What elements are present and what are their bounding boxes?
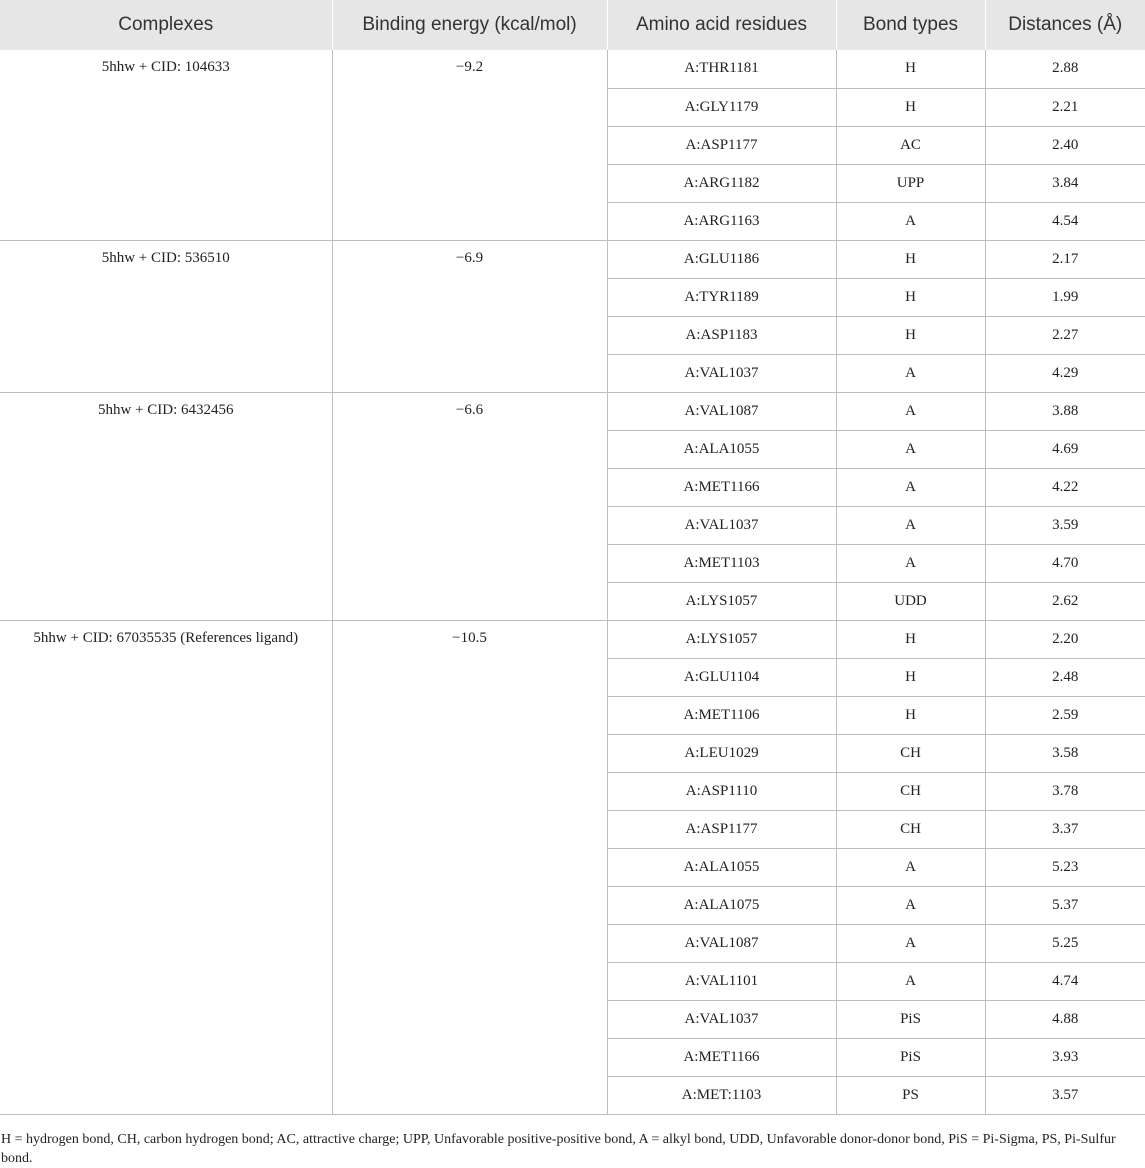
bond-type-cell: H <box>836 316 985 354</box>
distance-cell: 3.58 <box>985 734 1145 772</box>
residue-cell: A:LEU1029 <box>607 734 836 772</box>
header-binding-energy: Binding energy (kcal/mol) <box>332 0 607 50</box>
distance-cell: 2.88 <box>985 50 1145 88</box>
distance-cell: 2.20 <box>985 620 1145 658</box>
residue-cell: A:ASP1177 <box>607 126 836 164</box>
bond-type-cell: PiS <box>836 1038 985 1076</box>
distance-cell: 2.17 <box>985 240 1145 278</box>
header-complexes: Complexes <box>0 0 332 50</box>
bond-type-cell: H <box>836 620 985 658</box>
distance-cell: 2.59 <box>985 696 1145 734</box>
distance-cell: 3.84 <box>985 164 1145 202</box>
residue-cell: A:VAL1037 <box>607 354 836 392</box>
residue-cell: A:VAL1101 <box>607 962 836 1000</box>
distance-cell: 3.37 <box>985 810 1145 848</box>
binding-energy-cell: −6.6 <box>332 392 607 620</box>
bond-type-cell: A <box>836 506 985 544</box>
bond-type-cell: H <box>836 658 985 696</box>
complex-cell: 5hhw + CID: 6432456 <box>0 392 332 620</box>
distance-cell: 2.62 <box>985 582 1145 620</box>
residue-cell: A:ARG1182 <box>607 164 836 202</box>
residue-cell: A:MET1103 <box>607 544 836 582</box>
complex-cell: 5hhw + CID: 104633 <box>0 50 332 240</box>
bond-type-cell: A <box>836 430 985 468</box>
residue-cell: A:GLU1104 <box>607 658 836 696</box>
residue-cell: A:MET:1103 <box>607 1076 836 1114</box>
bond-type-cell: UDD <box>836 582 985 620</box>
table-footnote: H = hydrogen bond, CH, carbon hydrogen bond; AC, attractive charge; UPP, Unfavorable positive-positive bond, A = alkyl bond, UDD, Unfavorable donor-donor bond, PiS = Pi-Sigma, PS, Pi-Sulfur bond. <box>1 1132 1116 1166</box>
residue-cell: A:GLU1186 <box>607 240 836 278</box>
residue-cell: A:ALA1055 <box>607 848 836 886</box>
distance-cell: 4.29 <box>985 354 1145 392</box>
residue-cell: A:VAL1037 <box>607 506 836 544</box>
residue-cell: A:ASP1183 <box>607 316 836 354</box>
residue-cell: A:ALA1075 <box>607 886 836 924</box>
bond-type-cell: A <box>836 354 985 392</box>
residue-cell: A:ARG1163 <box>607 202 836 240</box>
residue-cell: A:VAL1087 <box>607 924 836 962</box>
header-bond-types: Bond types <box>836 0 985 50</box>
bond-type-cell: A <box>836 924 985 962</box>
bond-type-cell: AC <box>836 126 985 164</box>
distance-cell: 5.23 <box>985 848 1145 886</box>
distance-cell: 3.88 <box>985 392 1145 430</box>
distance-cell: 4.54 <box>985 202 1145 240</box>
distance-cell: 2.48 <box>985 658 1145 696</box>
table-body <box>0 50 1145 1114</box>
residue-cell: A:MET1106 <box>607 696 836 734</box>
residue-cell: A:MET1166 <box>607 468 836 506</box>
distance-cell: 2.27 <box>985 316 1145 354</box>
bond-type-cell: A <box>836 202 985 240</box>
distance-cell: 1.99 <box>985 278 1145 316</box>
distance-cell: 4.70 <box>985 544 1145 582</box>
distance-cell: 4.22 <box>985 468 1145 506</box>
distance-cell: 2.40 <box>985 126 1145 164</box>
distance-cell: 3.59 <box>985 506 1145 544</box>
bond-type-cell: A <box>836 468 985 506</box>
residue-cell: A:TYR1189 <box>607 278 836 316</box>
header-amino-acid-residues: Amino acid residues <box>607 0 836 50</box>
distance-cell: 4.74 <box>985 962 1145 1000</box>
residue-cell: A:ASP1110 <box>607 772 836 810</box>
bond-type-cell: PS <box>836 1076 985 1114</box>
bond-type-cell: H <box>836 278 985 316</box>
residue-cell: A:MET1166 <box>607 1038 836 1076</box>
bond-type-cell: H <box>836 50 985 88</box>
table-row <box>0 240 1145 278</box>
table-row <box>0 50 1145 88</box>
binding-energy-cell: −10.5 <box>332 620 607 1114</box>
header-row <box>0 0 1145 50</box>
binding-energy-cell: −6.9 <box>332 240 607 392</box>
distance-cell: 5.37 <box>985 886 1145 924</box>
bond-type-cell: H <box>836 88 985 126</box>
bond-type-cell: H <box>836 240 985 278</box>
distance-cell: 4.88 <box>985 1000 1145 1038</box>
residue-cell: A:GLY1179 <box>607 88 836 126</box>
complex-cell: 5hhw + CID: 67035535 (References ligand) <box>0 620 332 1114</box>
residue-cell: A:ALA1055 <box>607 430 836 468</box>
bond-type-cell: A <box>836 962 985 1000</box>
residue-cell: A:THR1181 <box>607 50 836 88</box>
bond-type-cell: A <box>836 392 985 430</box>
bond-type-cell: CH <box>836 772 985 810</box>
bond-type-cell: A <box>836 886 985 924</box>
binding-energy-cell: −9.2 <box>332 50 607 240</box>
residue-cell: A:VAL1037 <box>607 1000 836 1038</box>
table-row <box>0 620 1145 658</box>
bond-type-cell: CH <box>836 734 985 772</box>
distance-cell: 4.69 <box>985 430 1145 468</box>
bond-type-cell: PiS <box>836 1000 985 1038</box>
distance-cell: 2.21 <box>985 88 1145 126</box>
residue-cell: A:ASP1177 <box>607 810 836 848</box>
distance-cell: 3.57 <box>985 1076 1145 1114</box>
residue-cell: A:LYS1057 <box>607 620 836 658</box>
distance-cell: 5.25 <box>985 924 1145 962</box>
residue-cell: A:VAL1087 <box>607 392 836 430</box>
header-distances: Distances (Å) <box>985 0 1145 50</box>
bond-type-cell: A <box>836 544 985 582</box>
residue-cell: A:LYS1057 <box>607 582 836 620</box>
distance-cell: 3.78 <box>985 772 1145 810</box>
bond-type-cell: UPP <box>836 164 985 202</box>
distance-cell: 3.93 <box>985 1038 1145 1076</box>
complex-cell: 5hhw + CID: 536510 <box>0 240 332 392</box>
table-row <box>0 392 1145 430</box>
bond-type-cell: CH <box>836 810 985 848</box>
bond-type-cell: H <box>836 696 985 734</box>
bond-type-cell: A <box>836 848 985 886</box>
